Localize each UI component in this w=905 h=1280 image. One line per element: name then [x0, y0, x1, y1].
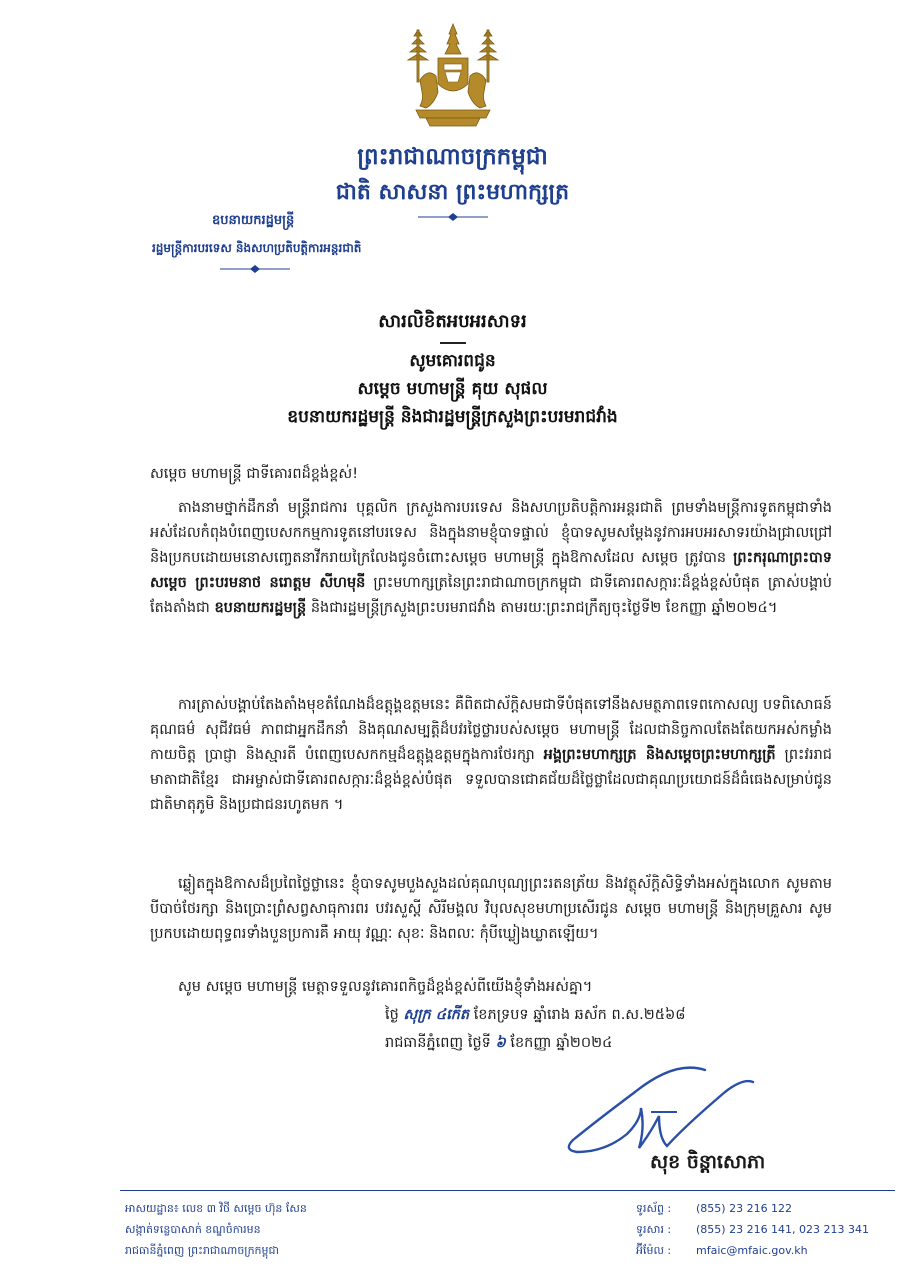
fax-value: (855) 23 216 141, 023 213 341 — [696, 1223, 870, 1236]
paragraph-2 — [150, 693, 832, 818]
paragraph-4: សូម សម្តេច មហាមន្ត្រី មេត្តាទទួលនូវគោរពកិច្ចដ៏ខ្ពង់ខ្ពស់ពីយើងខ្ញុំទាំងអស់គ្នា។ — [178, 979, 593, 995]
title-underline — [440, 342, 466, 344]
solar-date-prefix: រាជធានីភ្នំពេញ ថ្ងៃទី — [385, 1035, 491, 1051]
lunar-date-prefix: ថ្ងៃ — [385, 1007, 399, 1023]
footer-divider — [120, 1190, 895, 1191]
footer-address-line-2: សង្កាត់ទន្លេបាសាក់ ខណ្ឌចំការមន — [125, 1223, 261, 1236]
letter-title: សារលិខិតអបអរសាទរ — [378, 311, 527, 332]
address-line-1: សូមគោរពជូន — [409, 351, 496, 371]
paragraph-1 — [150, 496, 832, 621]
footer-address — [125, 1198, 307, 1261]
lunar-date — [385, 1006, 686, 1027]
ornament-divider-icon — [220, 264, 290, 274]
p2-bold: អង្គព្រះមហាក្សត្រ និងសម្តេចព្រះមហាក្សត្រី — [543, 747, 776, 763]
p1-text-c: និងជារដ្ឋមន្ត្រីក្រសួងព្រះបរមរាជវាំង តាមរយៈព្រះរាជក្រឹត្យចុះថ្ងៃទី២ ខែកញ្ញា ឆ្នាំ២០២៤។ — [310, 600, 778, 616]
footer-contacts — [636, 1198, 869, 1261]
footer-email — [636, 1240, 869, 1261]
email-label: អ៊ីម៉ែល : — [636, 1244, 672, 1257]
p1-text-a: តាងនាមថ្នាក់ដឹកនាំ មន្ត្រីរាជការ បុគ្គលិក ក្រសួងការបរទេស និងសហប្រតិបត្តិការអន្តរជាតិ ព្រមទាំងមន្ត្រីការទូតកម្ពុជាទាំងអស់ដែលកំពុងបំពេញបេសកកម្មការទូតនៅបរទេស និងក្នុងនាមខ្ញុំបាទផ្ទាល់ ខ្ញុំបាទសូមសម្តែងនូវការអបអរសាទរយ៉ាងជ្រាលជ្រៅ និងប្រកបដោយមនោសញ្ចេតនាវីករាយក្រៃលែងជូនចំពោះសម្តេច មហាមន្ត្រី ក្នុងឱកាសដែល សម្តេច ត្រូវបាន — [150, 500, 832, 566]
fax-label: ទូរសារ : — [636, 1223, 672, 1236]
footer-address-line-1: អាសយដ្ឋាន៖ លេខ ៣ វិថី សម្តេច ហ៊ុន សែន — [125, 1202, 307, 1215]
national-motto: ជាតិ សាសនា ព្រះមហាក្សត្រ — [335, 180, 570, 205]
lunar-date-handwritten: សុក្រ ៤កើត — [403, 1007, 470, 1023]
address-line-3: ឧបនាយករដ្ឋមន្ត្រី និងជារដ្ឋមន្ត្រីក្រសួងព្រះបរមរាជវាំង — [287, 407, 618, 427]
footer-phone — [636, 1198, 869, 1219]
kingdom-heading: ព្រះរាជាណាចក្រកម្ពុជា — [357, 144, 548, 170]
ornament-divider-icon — [418, 212, 488, 222]
solar-date-handwritten: ៦ — [495, 1035, 506, 1051]
phone-label: ទូរស័ព្ទ : — [636, 1202, 672, 1215]
office-title: ឧបនាយករដ្ឋមន្ត្រី — [212, 213, 295, 228]
signatory-name: សុខ ចិន្តាសោភា — [650, 1151, 766, 1173]
king-name: ព្រះករុណាព្រះបាទសម្តេច ព្រះបរមនាថ នរោត្តម សីហមុនី — [150, 550, 833, 591]
ministry-title: រដ្ឋមន្ត្រីការបរទេស និងសហប្រតិបត្តិការអន្តរជាតិ — [152, 241, 362, 255]
phone-value: (855) 23 216 122 — [696, 1202, 793, 1215]
email-link[interactable]: mfaic@mfaic.gov.kh — [696, 1244, 808, 1257]
address-line-2: សម្តេច មហាមន្ត្រី គុយ សុផល — [357, 379, 548, 399]
royal-crest-icon — [398, 22, 508, 132]
p2-text-b: ព្រះវររាជមាតាជាតិខ្មែរ ជាអម្ចាស់ជាទីគោរពសក្ការៈដ៏ខ្ពង់ខ្ពស់បំផុត ទទួលបានជោគជ័យដ៏ថ្លៃថ្លាដែលជាគុណប្រយោជន៍ដ៏ធំធេងសម្រាប់ជូនជាតិមាតុភូមិ និងប្រជាជនរហូតមក ។ — [150, 747, 833, 813]
solar-date — [385, 1034, 612, 1055]
footer-fax — [636, 1219, 869, 1240]
p1-text-b: ព្រះមហាក្សត្រនៃព្រះរាជាណាចក្រកម្ពុជា ជាទីគោរពសក្ការៈដ៏ខ្ពង់ខ្ពស់បំផុត ត្រាស់បង្គាប់តែងតាំងជា — [150, 575, 832, 616]
paragraph-3: ឆ្លៀតក្នុងឱកាសដ៏ប្រពៃថ្លៃថ្លានេះ ខ្ញុំបាទសូមបួងសួងដល់គុណបុណ្យព្រះរតនត្រ័យ និងវត្ថុស័ក្តិសិទ្ធិទាំងអស់ក្នុងលោក សូមតាមបីបាច់ថែរក្សា និងប្រោះព្រំសព្វសាធុការពរ បវរសួស្តី សិរីមង្គល វិបុលសុខមហាប្រសើរជូន សម្តេច មហាមន្ត្រី និងក្រុមគ្រួសារ សូមប្រកបដោយពុទ្ធពរទាំងបួនប្រការគឺ អាយុ វណ្ណៈ សុខៈ និងពលៈ កុំបីឃ្លៀងឃ្លាតឡើយ។ — [150, 876, 832, 942]
solar-date-rest: ខែកញ្ញា ឆ្នាំ២០២៤ — [510, 1035, 613, 1051]
p2-text-a: ការត្រាស់បង្គាប់តែងតាំងមុខតំណែងដ៏ឧត្តុង្គឧត្តមនេះ គឺពិតជាស័ក្តិសមជាទីបំផុតទៅនឹងសមត្ថភាពទេពកោសល្យ បទពិសោធន៍ គុណធម៌ សុជីវធម៌ ភាពជាអ្នកដឹកនាំ និងគុណសម្បត្តិដ៏បវរថ្លៃថ្លារបស់សម្តេច មហាមន្ត្រី ដែលជានិច្ចកាលតែងតែយកអស់កម្លាំងកាយចិត្ត ប្រាជ្ញា និងស្មារតី បំពេញបេសកកម្មដ៏ឧត្តុង្គឧត្តមក្នុងការថែរក្សា — [150, 697, 833, 763]
salutation: សម្តេច មហាមន្ត្រី ជាទីគោរពដ៏ខ្ពង់ខ្ពស់! — [150, 466, 359, 482]
role-name: ឧបនាយករដ្ឋមន្ត្រី — [214, 600, 307, 616]
footer-address-line-3: រាជធានីភ្នំពេញ ព្រះរាជាណាចក្រកម្ពុជា — [125, 1244, 279, 1257]
lunar-date-rest: ខែភទ្របទ ឆ្នាំរោង ឆស័ក ព.ស.២៥៦៨ — [473, 1007, 686, 1023]
